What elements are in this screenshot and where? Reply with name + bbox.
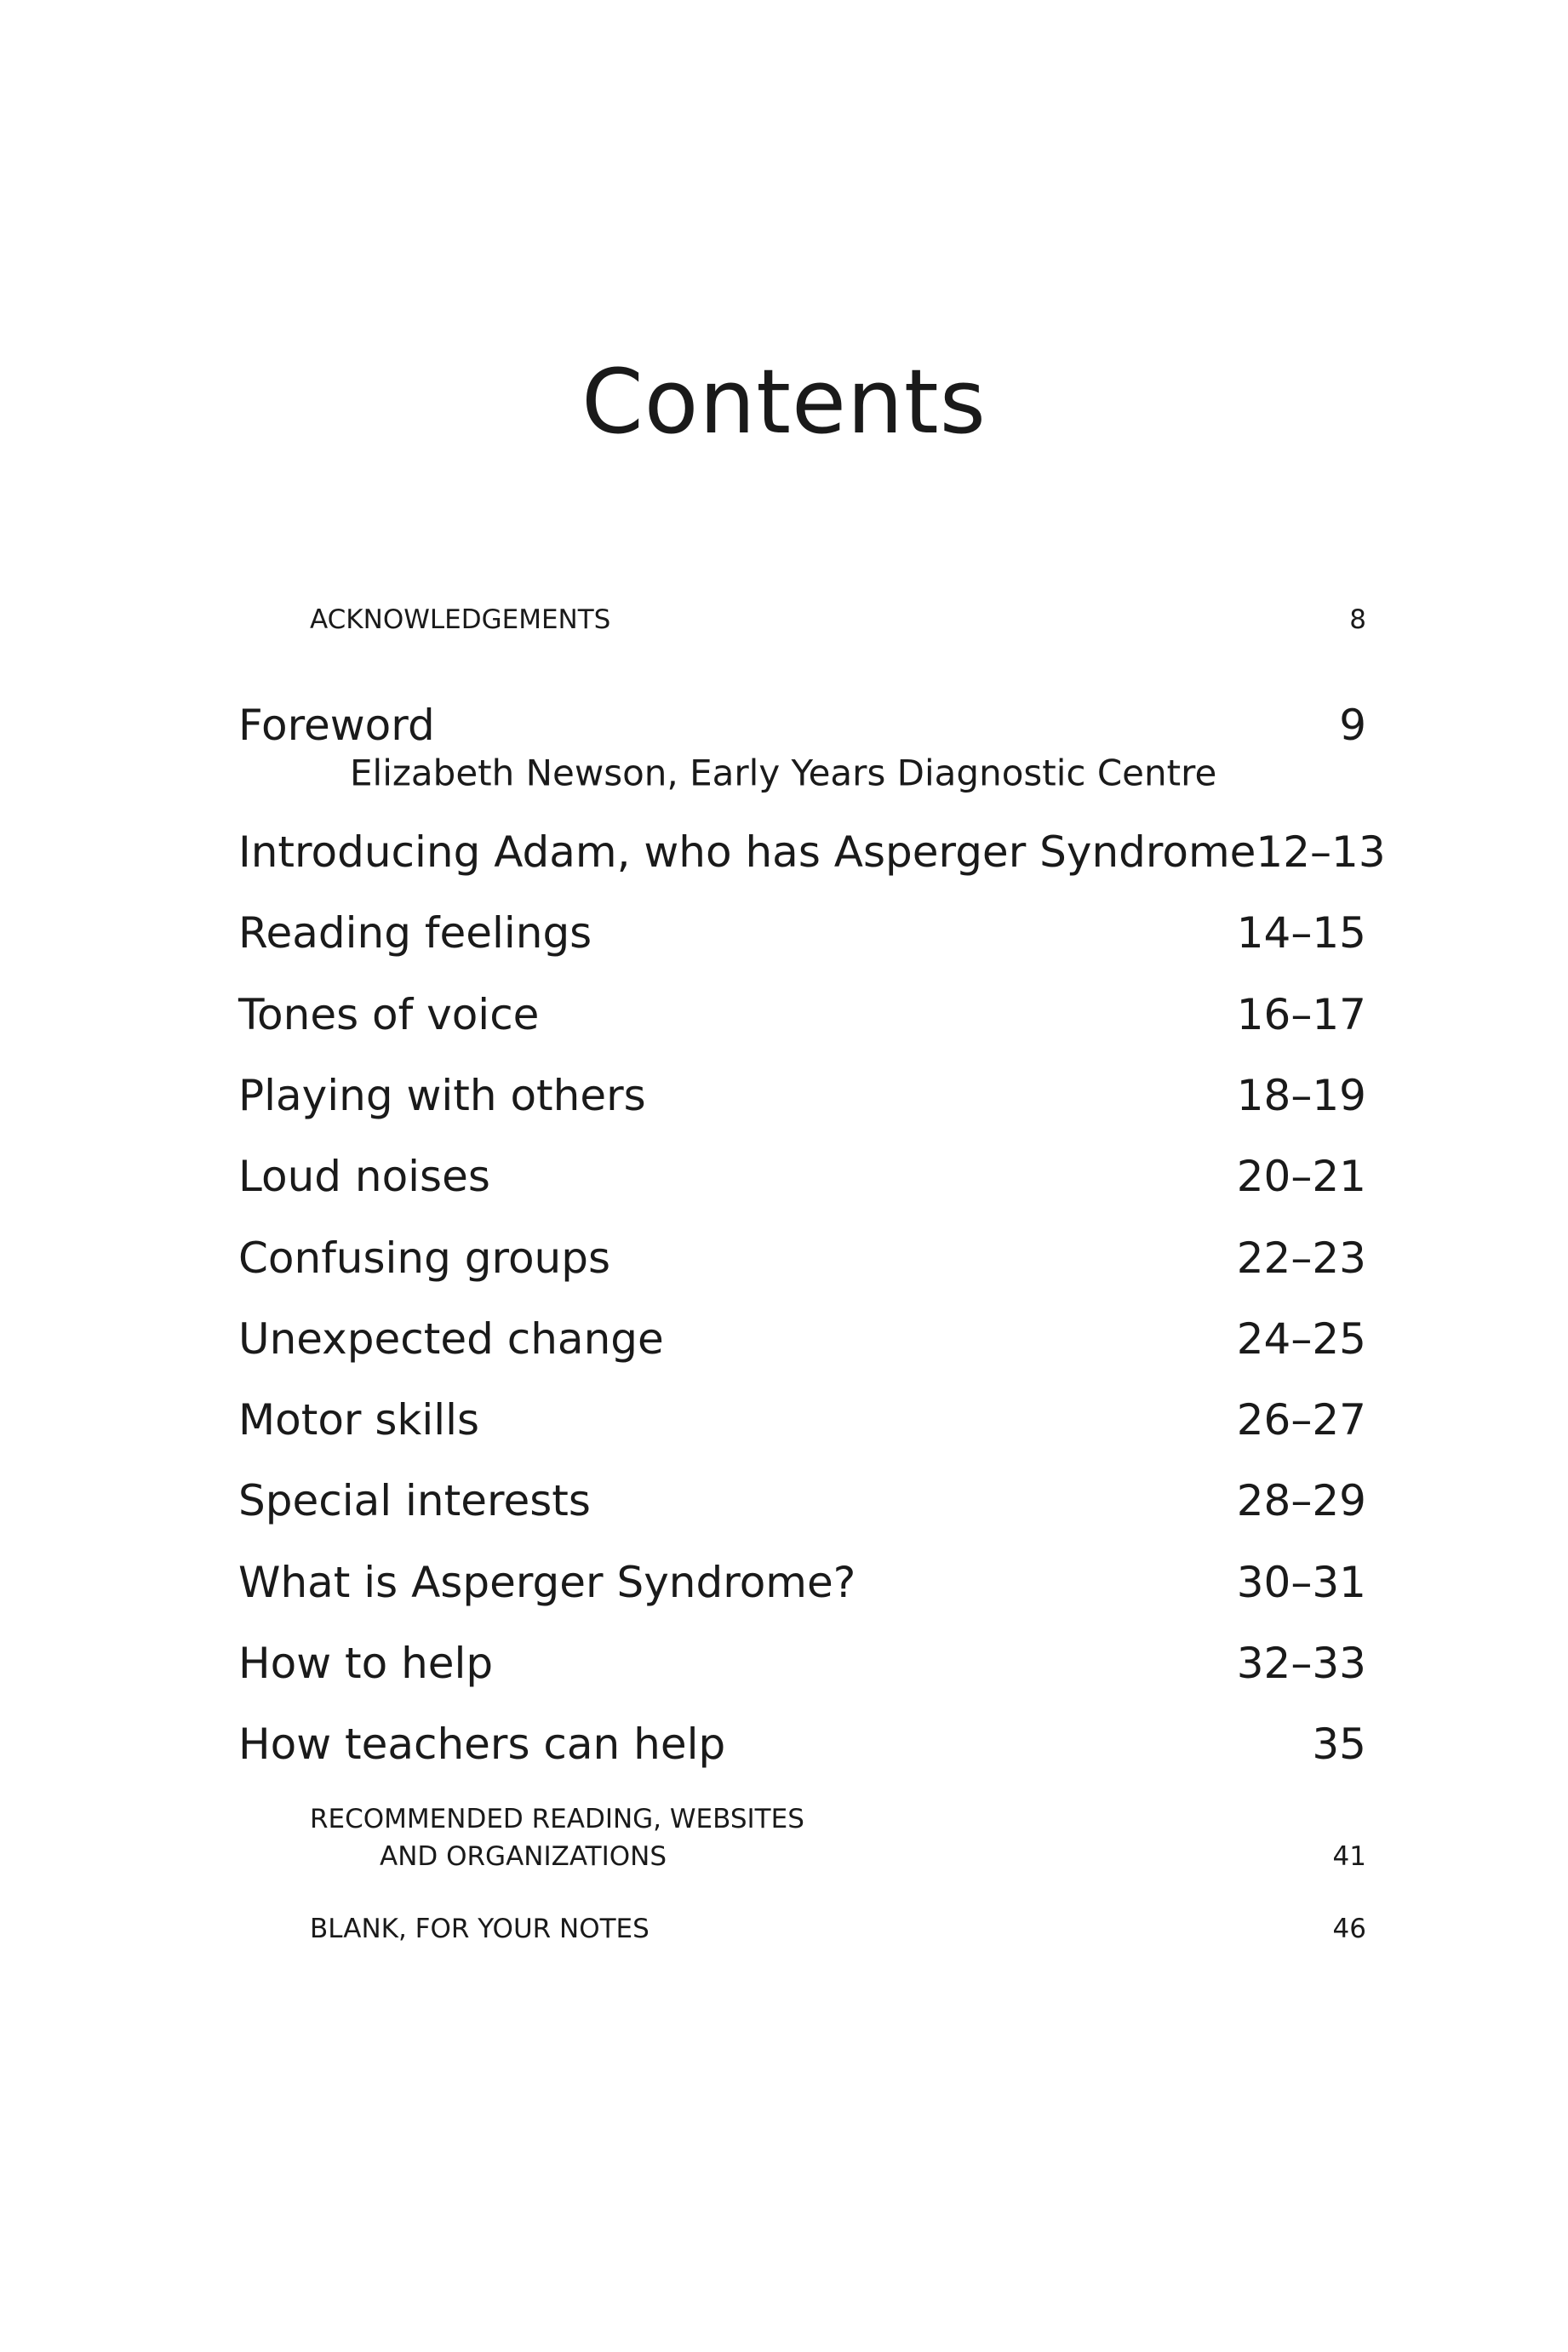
- toc-entry-label: Tones of voice: [238, 989, 540, 1039]
- toc-entry-acknowledgements: [310, 604, 1366, 635]
- toc-entry-foreword: [238, 701, 1366, 750]
- toc-entry-page: 24–25: [1236, 1313, 1366, 1364]
- toc-entry: [238, 990, 1366, 1039]
- toc-entry-label: BLANK, FOR YOUR NOTES: [310, 1914, 650, 1944]
- toc-entry-page: 26–27: [1236, 1395, 1366, 1445]
- toc-entry-label: Loud noises: [238, 1152, 490, 1202]
- toc-entry: [238, 827, 1386, 877]
- toc-entry-page: 46: [1332, 1914, 1366, 1944]
- toc-entry-page: 32–33: [1236, 1639, 1366, 1688]
- toc-entry-label: Reading feelings: [238, 908, 592, 959]
- toc-entry-label: Motor skills: [238, 1395, 480, 1445]
- toc-entry-page: 16–17: [1236, 989, 1366, 1039]
- toc-entry-page: 22–23: [1236, 1233, 1366, 1283]
- toc-entry-label: Unexpected change: [238, 1313, 664, 1364]
- foreword-author: Elizabeth Newson, Early Years Diagnostic Centre: [350, 752, 1217, 794]
- toc-entry-page: 12–13: [1256, 827, 1386, 877]
- toc-entry: [238, 1720, 1366, 1769]
- toc-entry: [238, 1395, 1366, 1445]
- toc-entry: [238, 1314, 1366, 1364]
- toc-entry-label: Confusing groups: [238, 1233, 611, 1283]
- toc-entry: [238, 1476, 1366, 1525]
- toc-entry-label: Playing with others: [238, 1070, 646, 1120]
- toc-entry-blank-notes: [310, 1914, 1366, 1944]
- toc-entry-label: What is Asperger Syndrome?: [238, 1557, 856, 1607]
- toc-entry: [238, 1071, 1366, 1120]
- toc-entry-page: 30–31: [1236, 1557, 1366, 1607]
- toc-entry-label: Foreword: [238, 701, 435, 750]
- toc-entry-label: ACKNOWLEDGEMENTS: [310, 604, 611, 635]
- toc-entry-page: 35: [1312, 1720, 1366, 1770]
- toc-entry-label: RECOMMENDED READING, WEBSITES: [310, 1804, 804, 1834]
- toc-entry-recommended-reading: [310, 1804, 1366, 1834]
- toc-entry-page: 8: [1349, 604, 1366, 635]
- toc-entry: [238, 1233, 1366, 1283]
- toc-entry-page: 14–15: [1236, 908, 1366, 959]
- toc-entry-page: 18–19: [1236, 1070, 1366, 1120]
- toc-entry: [238, 1558, 1366, 1607]
- toc-entry: [238, 908, 1366, 958]
- toc-entry-label: How to help: [238, 1639, 494, 1688]
- toc-entry: [238, 1152, 1366, 1201]
- toc-entry-label-continued: AND ORGANIZATIONS: [380, 1841, 667, 1872]
- toc-entry-label: How teachers can help: [238, 1720, 726, 1770]
- toc-entry-label: Introducing Adam, who has Asperger Syndrome: [238, 827, 1256, 877]
- toc-entry: [238, 1639, 1366, 1688]
- toc-entry-page: 9: [1339, 701, 1366, 750]
- page-title: Contents: [581, 350, 987, 454]
- toc-entry-label: Special interests: [238, 1476, 591, 1526]
- toc-entry-page: 28–29: [1236, 1476, 1366, 1526]
- toc-entry-page: 20–21: [1236, 1152, 1366, 1202]
- toc-entry-page: 41: [1332, 1841, 1366, 1872]
- toc-entry-recommended-reading-page: [1192, 1841, 1366, 1872]
